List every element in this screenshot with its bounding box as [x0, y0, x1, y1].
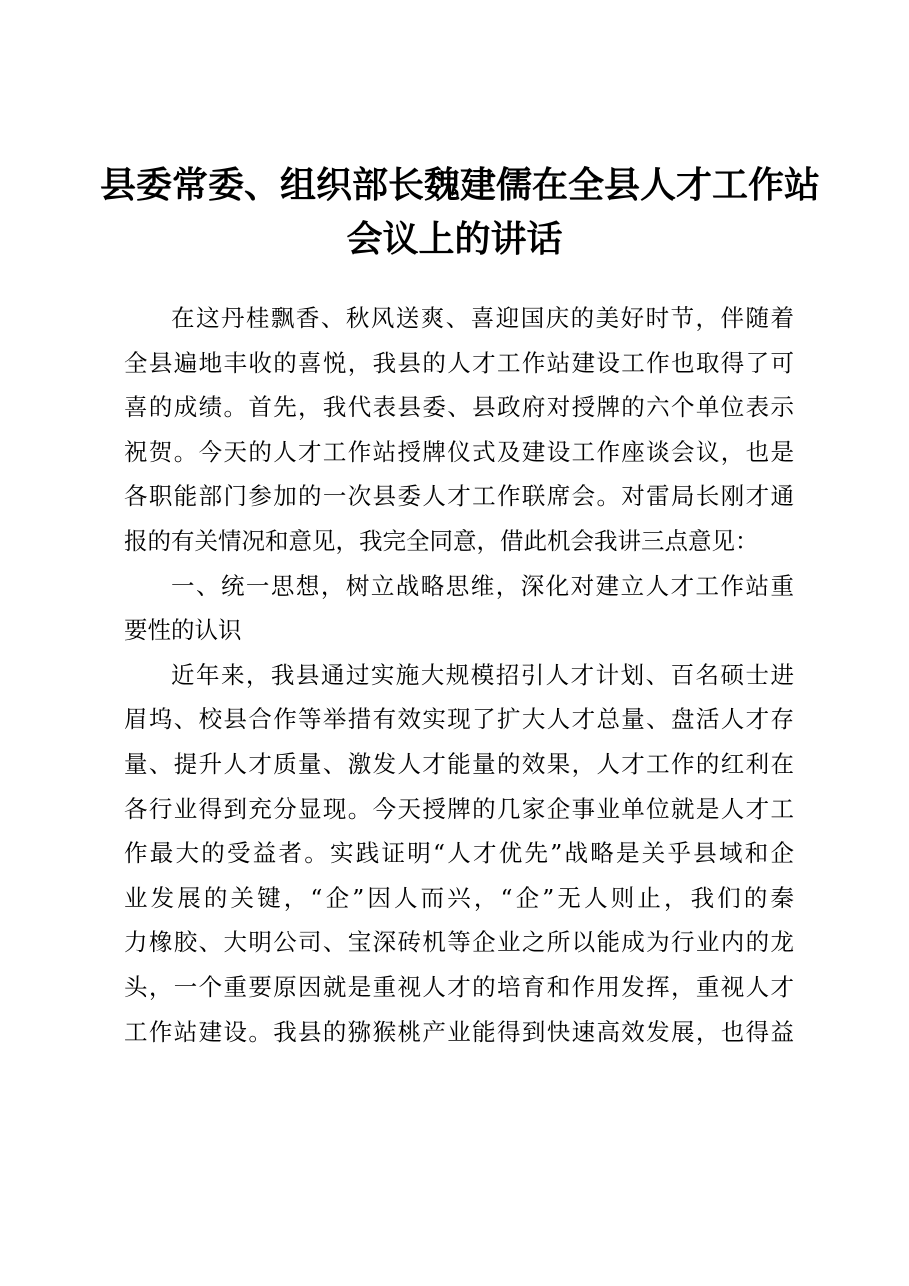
paragraph-line: 作最大的受益者。实践证明“人才优先”战略是关乎县域和企 [124, 839, 794, 868]
paragraph-recent-years [124, 653, 794, 1054]
title-line-2: 会议上的讲话 [346, 218, 563, 260]
paragraph-line: 各职能部门参加的一次县委人才工作联席会。对雷局长刚才通 [124, 482, 794, 511]
document-title [100, 158, 821, 266]
paragraph-line: 在这丹桂飘香、秋风送爽、喜迎国庆的美好时节，伴随着 [171, 304, 794, 332]
paragraph-line: 量、提升人才质量、激发人才能量的效果，人才工作的红利在 [124, 749, 794, 778]
document-body [124, 296, 794, 1054]
paragraph-line: 头，一个重要原因就是重视人才的培育和作用发挥，重视人才 [124, 972, 794, 1001]
paragraph-line: 全县遍地丰收的喜悦，我县的人才工作站建设工作也取得了可 [124, 348, 794, 377]
paragraph-line: 喜的成绩。首先，我代表县委、县政府对授牌的六个单位表示 [124, 393, 794, 422]
paragraph-line: 业发展的关键，“企”因人而兴，“企”无人则止，我们的秦 [124, 883, 794, 912]
paragraph-line: 一、统一思想，树立战略思维，深化对建立人才工作站重 [171, 571, 794, 600]
title-line-1: 县委常委、组织部长魏建儒在全县人才工作站 [100, 164, 821, 206]
paragraph-line: 各行业得到充分显现。今天授牌的几家企事业单位就是人才工 [124, 794, 794, 823]
paragraph-line: 眉坞、校县合作等举措有效实现了扩大人才总量、盘活人才存 [124, 705, 794, 734]
paragraph-line: 祝贺。今天的人才工作站授牌仪式及建设工作座谈会议，也是 [124, 437, 794, 466]
section-heading-1 [124, 564, 794, 653]
paragraph-line: 力橡胶、大明公司、宝深砖机等企业之所以能成为行业内的龙 [124, 928, 794, 957]
paragraph-line: 工作站建设。我县的猕猴桃产业能得到快速高效发展，也得益 [124, 1017, 794, 1046]
paragraph-line: 要性的认识 [124, 616, 242, 645]
paragraph-line: 报的有关情况和意见，我完全同意，借此机会我讲三点意见： [124, 526, 759, 555]
paragraph-opening [124, 296, 794, 564]
paragraph-line: 近年来，我县通过实施大规模招引人才计划、百名硕士进 [171, 660, 794, 689]
